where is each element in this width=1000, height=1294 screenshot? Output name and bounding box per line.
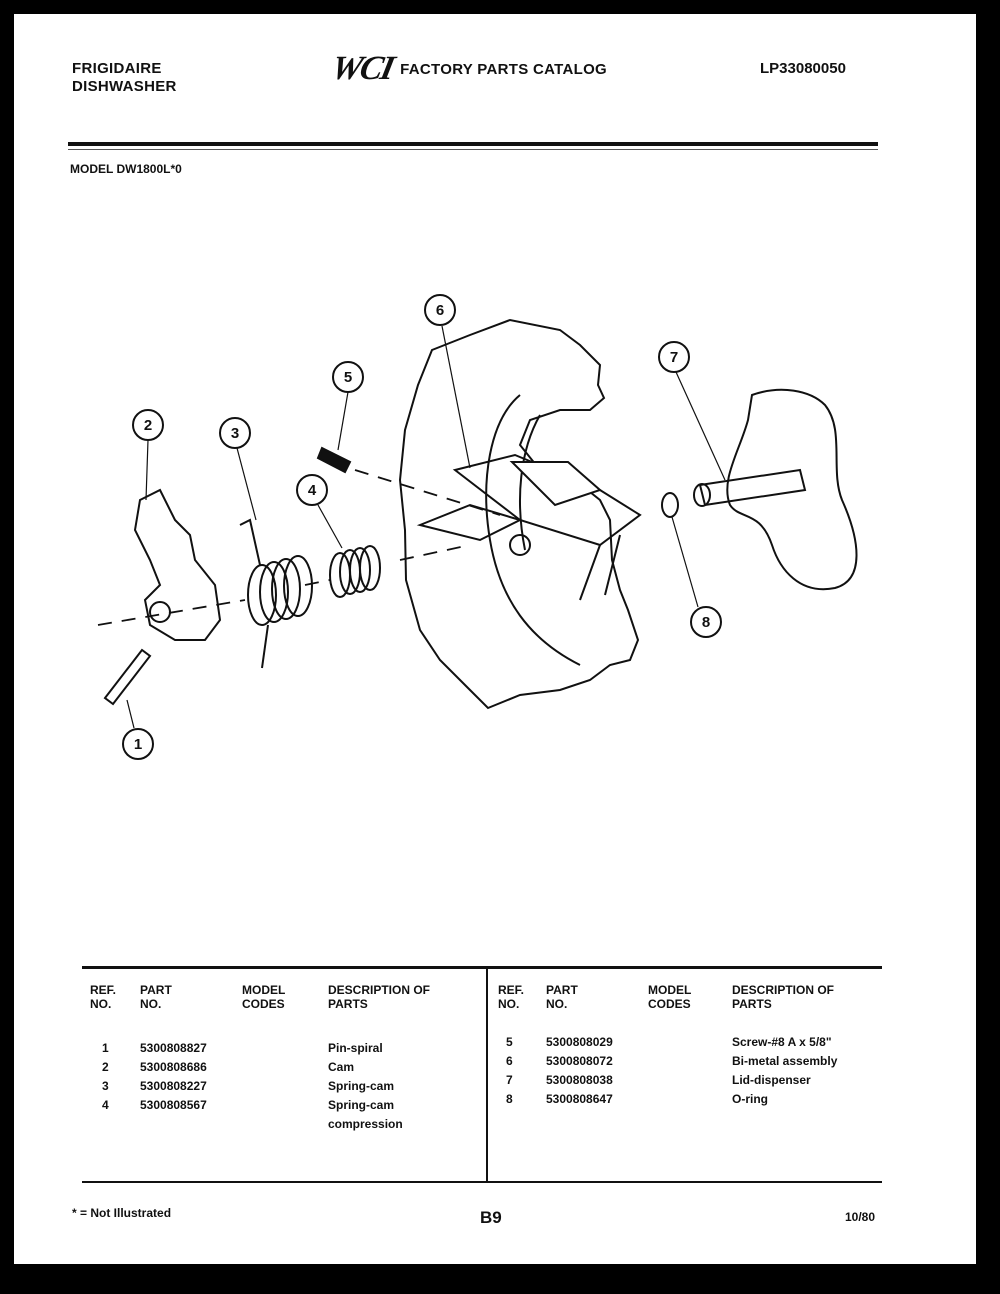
- wci-logo: WCI: [328, 50, 397, 87]
- table-row-8-part: 5300808647: [546, 1092, 613, 1106]
- leader-line-3: [237, 448, 256, 520]
- product-type: DISHWASHER: [72, 78, 177, 95]
- page-number: B9: [480, 1208, 502, 1227]
- assembly-axis-screw: [355, 470, 500, 515]
- lid-dispenser-outline: [727, 390, 856, 589]
- header-description-left: DESCRIPTION OF PARTS: [328, 983, 431, 1011]
- header-description-right: DESCRIPTION OF PARTS: [732, 983, 835, 1011]
- table-row-3-ref: 3: [102, 1079, 109, 1093]
- bimetal-rivet: [510, 535, 530, 555]
- callout-label-1: 1: [133, 736, 143, 753]
- callout-label-7: 7: [669, 349, 679, 366]
- table-row-5-ref: 5: [506, 1035, 513, 1049]
- table-row-5-desc: Screw-#8 A x 5/8": [732, 1035, 832, 1049]
- table-row-2-part: 5300808686: [140, 1060, 207, 1074]
- callout-label-6: 6: [435, 302, 445, 319]
- header-model-codes-left: MODEL CODES: [242, 983, 286, 1011]
- header-model-codes-right: MODEL CODES: [648, 983, 692, 1011]
- header-part-no-right: PART NO.: [546, 983, 578, 1011]
- header-ref-no-right: REF. NO.: [498, 983, 525, 1011]
- table-row-4-ref: 4: [102, 1098, 109, 1112]
- bimetal-plate: [420, 505, 520, 540]
- header-part-no-left: PART NO.: [140, 983, 172, 1011]
- callout-label-4: 4: [307, 482, 317, 499]
- cam-spring-tail: [262, 625, 268, 668]
- callout-label-2: 2: [143, 417, 153, 434]
- table-row-1-desc: Pin-spiral: [328, 1041, 383, 1055]
- callout-label-8: 8: [701, 614, 711, 631]
- leader-line-8: [672, 517, 698, 607]
- table-row-2-ref: 2: [102, 1060, 109, 1074]
- table-row-1-part: 5300808827: [140, 1041, 207, 1055]
- table-row-4-desc: Spring-cam compression: [328, 1098, 403, 1131]
- table-row-6-part: 5300808072: [546, 1054, 613, 1068]
- parts-table: [82, 966, 882, 1183]
- table-row-3-part: 5300808227: [140, 1079, 207, 1093]
- table-row-4-part: 5300808567: [140, 1098, 207, 1112]
- table-row-1-ref: 1: [102, 1041, 109, 1055]
- cam-spring-hook: [240, 520, 260, 565]
- table-row-2-desc: Cam: [328, 1060, 355, 1074]
- table-divider: [486, 969, 488, 1181]
- table-row-7-part: 5300808038: [546, 1073, 613, 1087]
- catalog-title: FACTORY PARTS CATALOG: [400, 60, 607, 78]
- o-ring-shape: [662, 493, 678, 517]
- callout-label-5: 5: [343, 369, 353, 386]
- header-ref-no-left: REF. NO.: [90, 983, 117, 1011]
- model-label: MODEL DW1800L*0: [70, 162, 182, 176]
- table-row-6-desc: Bi-metal assembly: [732, 1054, 838, 1068]
- leader-line-7: [676, 372, 725, 480]
- table-row-3-desc: Spring-cam: [328, 1079, 395, 1093]
- leader-line-6: [442, 326, 470, 468]
- bimetal-block: [512, 462, 600, 505]
- table-row-8-desc: O-ring: [732, 1092, 768, 1106]
- table-row-5-part: 5300808029: [546, 1035, 613, 1049]
- pin-spiral-shape: [105, 650, 150, 704]
- leader-line-1: [127, 700, 134, 728]
- lid-shaft: [700, 470, 805, 505]
- leader-line-5: [338, 392, 348, 450]
- table-row-6-ref: 6: [506, 1054, 513, 1068]
- leader-line-2: [146, 440, 148, 500]
- catalog-number: LP33080050: [760, 60, 846, 77]
- cam-hub: [150, 602, 170, 622]
- leader-line-4: [318, 505, 342, 548]
- brand-name: FRIGIDAIRE: [72, 60, 162, 77]
- catalog-date: 10/80: [845, 1210, 876, 1224]
- cam-shape: [135, 490, 220, 640]
- table-row-7-desc: Lid-dispenser: [732, 1073, 811, 1087]
- screw-shape: [318, 448, 350, 472]
- table-row-8-ref: 8: [506, 1092, 513, 1106]
- not-illustrated-note: * = Not Illustrated: [72, 1206, 172, 1220]
- callout-label-3: 3: [230, 425, 240, 442]
- dispenser-housing-outline: [400, 320, 638, 708]
- table-row-7-ref: 7: [506, 1073, 513, 1087]
